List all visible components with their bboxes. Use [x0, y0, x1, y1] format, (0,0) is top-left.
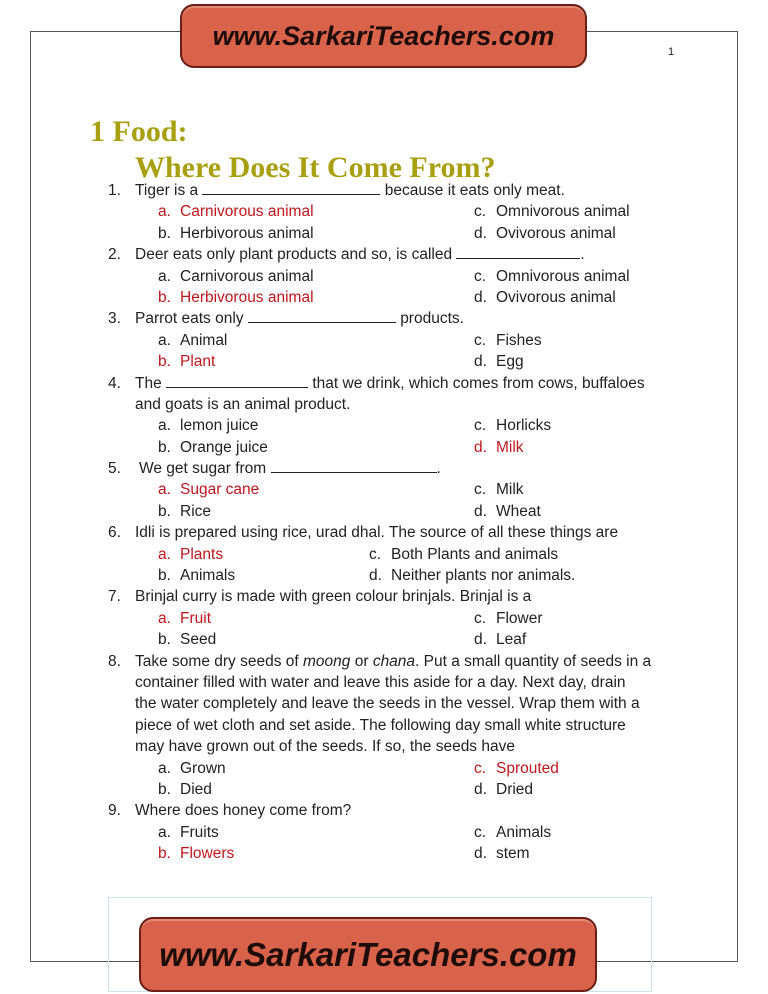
option-label: Seed — [180, 631, 217, 649]
option-letter: a. — [158, 203, 171, 221]
question-4 — [0, 373, 768, 394]
option-c[interactable] — [474, 479, 524, 500]
option-label: Animals — [496, 823, 552, 841]
answer-blank — [271, 458, 437, 473]
option-label: Herbivorous animal — [180, 224, 314, 242]
question-continuation — [0, 672, 768, 693]
answer-blank — [202, 180, 380, 195]
options-row — [0, 608, 768, 629]
option-label: Wheat — [496, 502, 541, 520]
option-label: lemon juice — [180, 417, 259, 435]
option-label: Flower — [496, 609, 543, 627]
option-letter: d. — [474, 224, 487, 242]
option-letter: c. — [474, 481, 487, 499]
option-c[interactable] — [474, 415, 551, 436]
option-b[interactable] — [158, 565, 235, 586]
question-continuation — [0, 715, 768, 736]
option-label: Animals — [180, 567, 236, 585]
option-label: Herbivorous animal — [180, 288, 314, 306]
option-label: stem — [496, 845, 530, 863]
question-number: 1. — [108, 182, 121, 199]
option-c[interactable] — [474, 608, 543, 629]
question-text: and goats is an animal product. — [135, 395, 351, 413]
options-row — [0, 565, 768, 586]
question-text: the water completely and leave the seeds in the vessel. Wrap them with a — [135, 695, 640, 713]
question-number: 6. — [108, 524, 121, 542]
option-letter: c. — [369, 545, 382, 563]
option-letter: d. — [474, 845, 487, 863]
option-letter: b. — [158, 631, 171, 649]
question-text-end: . — [580, 246, 585, 264]
option-letter: d. — [474, 780, 487, 798]
option-a[interactable] — [158, 479, 259, 500]
options-row — [0, 501, 768, 522]
option-letter: c. — [474, 823, 487, 841]
option-letter: b. — [158, 502, 171, 520]
option-d[interactable] — [474, 501, 541, 522]
question-text-start: Tiger is a — [135, 182, 199, 199]
option-letter: b. — [158, 224, 171, 242]
option-c[interactable] — [474, 266, 630, 287]
options-row — [0, 330, 768, 351]
option-letter: c. — [474, 203, 487, 221]
question-continuation — [0, 394, 768, 415]
option-label: Sugar cane — [180, 481, 260, 499]
option-d[interactable] — [474, 843, 530, 864]
chapter-title — [90, 114, 495, 186]
question-number: 4. — [108, 374, 121, 392]
option-label: Ovivorous animal — [496, 288, 616, 306]
option-d[interactable] — [474, 629, 526, 650]
question-italic-word: moong — [303, 652, 351, 670]
header-banner[interactable] — [180, 4, 587, 68]
question-text — [139, 458, 441, 479]
option-a[interactable] — [158, 822, 219, 843]
question-text-start: Parrot eats only — [135, 310, 244, 328]
question-text-end: that we drink, which comes from cows, buffaloes — [312, 374, 645, 392]
option-letter: c. — [474, 331, 487, 349]
options-row — [0, 287, 768, 308]
options-row — [0, 843, 768, 864]
option-label: Plants — [180, 545, 224, 563]
options-row — [0, 758, 768, 779]
question-italic-word: chana — [372, 652, 416, 670]
option-d[interactable] — [474, 223, 616, 244]
question-text-end: . — [436, 460, 441, 478]
option-d[interactable] — [474, 287, 616, 308]
option-b[interactable] — [158, 351, 215, 372]
option-a[interactable] — [158, 608, 211, 629]
question-text: Where does honey come from? — [135, 802, 352, 820]
option-letter: b. — [158, 845, 171, 863]
question-number: 7. — [108, 588, 121, 606]
option-letter: a. — [158, 759, 171, 777]
options-row — [0, 266, 768, 287]
option-label: Grown — [180, 759, 226, 777]
option-letter: a. — [158, 545, 171, 563]
option-letter: b. — [158, 780, 171, 798]
question-text-end: products. — [400, 310, 464, 328]
question-9 — [0, 800, 768, 821]
option-label: Neither plants nor animals. — [391, 567, 576, 585]
option-letter: b. — [158, 438, 171, 456]
option-label: Plant — [180, 353, 216, 371]
chapter-subtitle: Where Does It Come From? — [135, 151, 496, 184]
options-row — [0, 629, 768, 650]
option-label: Orange juice — [180, 438, 268, 456]
answer-blank — [456, 244, 580, 259]
option-letter: c. — [474, 417, 487, 435]
question-text-start: Deer eats only plant products and so, is called — [135, 246, 453, 264]
option-letter: b. — [158, 353, 171, 371]
option-label: Horlicks — [496, 417, 552, 435]
answer-blank — [248, 308, 396, 323]
option-label: Ovivorous animal — [496, 224, 616, 242]
option-b[interactable] — [158, 843, 234, 864]
page-number: 1 — [668, 46, 675, 58]
options-row — [0, 415, 768, 436]
question-text-part: or — [350, 652, 373, 670]
options-row — [0, 223, 768, 244]
option-letter: a. — [158, 823, 171, 841]
option-c[interactable] — [474, 822, 551, 843]
options-row — [0, 351, 768, 372]
question-3 — [0, 308, 768, 329]
option-c[interactable] — [474, 330, 542, 351]
question-number: 9. — [108, 802, 121, 820]
question-text-start: The — [135, 374, 162, 392]
option-b[interactable] — [158, 779, 212, 800]
question-text-part: Take some dry seeds of — [135, 652, 303, 670]
question-continuation — [0, 736, 768, 757]
question-text: may have grown out of the seeds. If so, the seeds have — [135, 738, 515, 756]
question-2 — [0, 244, 768, 265]
question-text-start: We get sugar from — [139, 460, 267, 478]
option-letter: b. — [158, 567, 171, 585]
option-label: Died — [180, 780, 212, 798]
option-a[interactable] — [158, 415, 258, 436]
option-label: Animal — [180, 331, 228, 349]
option-label: Omnivorous animal — [496, 267, 630, 285]
question-7 — [0, 586, 768, 607]
question-text: piece of wet cloth and set aside. The following day small white structure — [135, 716, 626, 734]
option-a[interactable] — [158, 330, 227, 351]
option-a[interactable] — [158, 201, 314, 222]
option-label: Leaf — [496, 631, 527, 649]
question-number: 3. — [108, 310, 121, 328]
question-continuation — [0, 693, 768, 714]
option-letter: c. — [474, 267, 487, 285]
question-6 — [0, 522, 768, 543]
options-row — [0, 201, 768, 222]
question-text — [135, 373, 645, 394]
option-b[interactable] — [158, 223, 314, 244]
option-a[interactable] — [158, 544, 223, 565]
option-letter: b. — [158, 288, 171, 306]
footer-banner[interactable] — [139, 917, 597, 992]
question-number: 5. — [108, 460, 121, 478]
option-label: Fruit — [180, 609, 211, 627]
option-letter: a. — [158, 331, 171, 349]
option-label: Fruits — [180, 823, 219, 841]
option-label: Carnivorous animal — [180, 203, 314, 221]
option-label: Milk — [496, 481, 524, 499]
question-text — [135, 180, 565, 201]
option-letter: d. — [474, 631, 487, 649]
option-letter: d. — [474, 438, 487, 456]
option-label: Flowers — [180, 845, 235, 863]
option-d[interactable] — [369, 565, 575, 586]
question-text — [135, 308, 464, 329]
option-label: Rice — [180, 502, 212, 520]
question-number: 2. — [108, 246, 121, 264]
option-b[interactable] — [158, 287, 314, 308]
option-c[interactable] — [369, 544, 558, 565]
option-letter: d. — [474, 288, 487, 306]
question-text: Brinjal curry is made with green colour brinjals. Brinjal is a — [135, 588, 532, 606]
answer-blank — [166, 373, 308, 388]
question-list — [0, 180, 768, 865]
option-c[interactable] — [474, 201, 630, 222]
option-d[interactable] — [474, 351, 524, 372]
option-label: Sprouted — [496, 759, 559, 777]
option-label: Both Plants and animals — [391, 545, 559, 563]
question-text-end: because it eats only meat. — [384, 182, 565, 199]
option-b[interactable] — [158, 501, 211, 522]
question-text — [135, 651, 651, 672]
option-letter: d. — [474, 353, 487, 371]
option-letter: d. — [369, 567, 382, 585]
option-label: Carnivorous animal — [180, 267, 314, 285]
option-a[interactable] — [158, 266, 314, 287]
question-text: container filled with water and leave this aside for a day. Next day, drain — [135, 673, 626, 691]
option-label: Egg — [496, 353, 524, 371]
option-label: Milk — [496, 438, 524, 456]
options-row — [0, 822, 768, 843]
option-letter: c. — [474, 609, 487, 627]
question-text: Idli is prepared using rice, urad dhal. The source of all these things are — [135, 524, 619, 542]
option-letter: a. — [158, 267, 171, 285]
option-letter: a. — [158, 481, 171, 499]
option-d[interactable] — [474, 437, 524, 458]
question-5 — [0, 458, 768, 479]
option-letter: a. — [158, 609, 171, 627]
option-letter: c. — [474, 759, 487, 777]
option-a[interactable] — [158, 758, 226, 779]
option-d[interactable] — [474, 779, 533, 800]
option-label: Dried — [496, 780, 534, 798]
options-row — [0, 479, 768, 500]
question-1 — [0, 180, 768, 201]
header-banner-text: www.SarkariTeachers.com — [212, 20, 555, 51]
option-b[interactable] — [158, 437, 268, 458]
question-8 — [0, 651, 768, 672]
option-label: Fishes — [496, 331, 542, 349]
chapter-number-title: 1 Food: — [90, 115, 188, 148]
options-row — [0, 437, 768, 458]
options-row — [0, 779, 768, 800]
option-letter: a. — [158, 417, 171, 435]
options-row — [0, 544, 768, 565]
footer-banner-text: www.SarkariTeachers.com — [159, 935, 577, 973]
question-text-part: . Put a small quantity of seeds in a — [415, 652, 652, 670]
option-c[interactable] — [474, 758, 559, 779]
option-label: Omnivorous animal — [496, 203, 630, 221]
question-number: 8. — [108, 652, 121, 670]
option-letter: d. — [474, 502, 487, 520]
option-b[interactable] — [158, 629, 216, 650]
question-text — [135, 244, 585, 265]
